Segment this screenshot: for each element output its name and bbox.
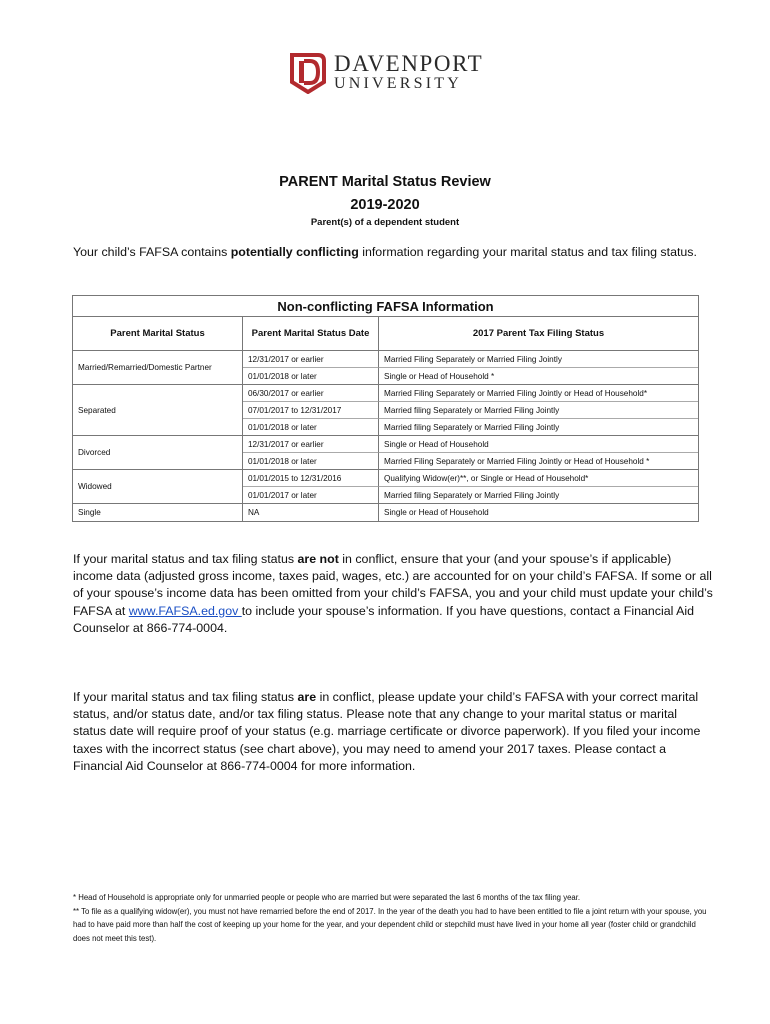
table-row-filing: Single or Head of Household * <box>379 368 698 385</box>
status-separated: Separated <box>73 385 243 436</box>
header-tax-filing-status: 2017 Parent Tax Filing Status <box>379 317 698 351</box>
table-row-date: 12/31/2017 or earlier <box>243 436 379 453</box>
footnotes <box>73 891 713 945</box>
table-title: Non-conflicting FAFSA Information <box>73 296 698 317</box>
emphasis: are <box>297 690 317 704</box>
logo-line-1: DAVENPORT <box>334 51 484 76</box>
table-grid <box>73 317 698 521</box>
emphasis: are not <box>297 552 339 566</box>
table-row-filing: Married filing Separately or Married Filing Jointly <box>379 419 698 436</box>
intro-paragraph: Your child’s FAFSA contains potentially conflicting information regarding your marital status and tax filing status. <box>73 245 697 259</box>
davenport-shield-icon <box>288 52 328 94</box>
no-conflict-paragraph: If your marital status and tax filing status are not in conflict, ensure that your (and your spouse’s if applicable) income data (adjusted gross income, taxes paid, wages, etc.) are accounted for on your child’s FAFSA. If some or all of your spouse’s income data has been omitted from your child’s FAFSA, you and your child must update your child’s FAFSA at www.FAFSA.ed.gov to include your spouse’s information. If you have questions, contact a Financial Aid Counselor at 866-774-0004. <box>73 552 713 635</box>
table-row-date: 12/31/2017 or earlier <box>243 351 379 368</box>
table-row-date: NA <box>243 504 379 521</box>
logo-line-2: UNIVERSITY <box>334 75 462 92</box>
university-logo <box>288 48 516 102</box>
table-row-date: 01/01/2017 or later <box>243 487 379 504</box>
table-row-filing: Married filing Separately or Married Filing Jointly <box>379 487 698 504</box>
table-row-date: 01/01/2018 or later <box>243 453 379 470</box>
table-row-filing: Single or Head of Household <box>379 436 698 453</box>
table-row-filing: Single or Head of Household <box>384 508 489 517</box>
table-row-date: 01/01/2018 or later <box>243 419 379 436</box>
status-married: Married/Remarried/Domestic Partner <box>73 351 243 385</box>
fafsa-link[interactable]: www.FAFSA.ed.gov <box>128 603 242 618</box>
award-year: 2019-2020 <box>350 197 420 213</box>
table-row-date: 07/01/2017 to 12/31/2017 <box>243 402 379 419</box>
table-row-filing: Married Filing Separately or Married Filing Jointly <box>379 351 698 368</box>
footnote-qualifying-widow: ** To file as a qualifying widow(er), you must not have remarried before the end of 2017. In the year of the death you had to have been entitled to file a joint return with your spouse, you had to have paid more than half the cost of keeping up your home for the year, and your dependent child or stepchild must have lived in your home all year (foster child or grandchild does not meet this test). <box>73 906 707 943</box>
table-row-date: 06/30/2017 or earlier <box>243 385 379 402</box>
table-row-filing: Married Filing Separately or Married Filing Jointly or Head of Household * <box>379 453 698 470</box>
status-single: Single <box>73 504 243 521</box>
footnote-head-of-household: * Head of Household is appropriate only for unmarried people or people who are married but were separated the last 6 months of the tax filing year. <box>73 893 581 902</box>
table-row-filing: Qualifying Widow(er)**, or Single or Head of Household* <box>379 470 698 487</box>
emphasis: potentially conflicting <box>230 245 359 259</box>
header-marital-status: Parent Marital Status <box>73 317 243 351</box>
page-title: PARENT Marital Status Review <box>279 174 491 190</box>
table-row-filing: Married filing Separately or Married Filing Jointly <box>379 402 698 419</box>
status-divorced: Divorced <box>73 436 243 470</box>
table-row-date: 01/01/2015 to 12/31/2016 <box>243 470 379 487</box>
page-subtitle: Parent(s) of a dependent student <box>310 217 460 228</box>
fafsa-info-table <box>72 295 699 522</box>
status-widowed: Widowed <box>73 470 243 504</box>
conflict-paragraph: If your marital status and tax filing status are in conflict, please update your child’s FAFSA with your correct marital status, and/or status date, and/or tax filing status. Please note that any change to your marital status or marital status date will require proof of your status (e.g. marriage certificate or divorce paperwork). If you filed your income taxes with the incorrect status (see chart above), you may need to amend your 2017 taxes. Please contact a Financial Aid Counselor at 866-774-0004 for more information. <box>73 690 701 773</box>
table-row-date: 01/01/2018 or later <box>243 368 379 385</box>
header-status-date: Parent Marital Status Date <box>243 317 379 351</box>
table-row-filing: Married Filing Separately or Married Filing Jointly or Head of Household* <box>379 385 698 402</box>
